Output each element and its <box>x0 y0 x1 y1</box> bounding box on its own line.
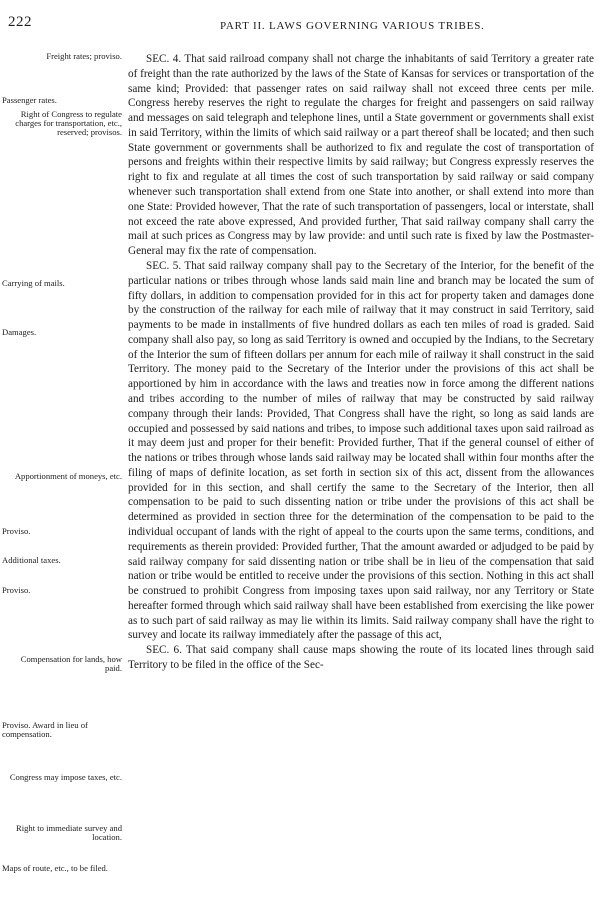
body-text <box>128 52 594 673</box>
margin-note: Apportionment of moneys, etc. <box>14 471 122 481</box>
margin-note: Additional taxes. <box>2 555 61 565</box>
margin-note: Damages. <box>2 327 37 337</box>
margin-note: Passenger rates. <box>2 95 57 105</box>
margin-note: Maps of route, etc., to be filed. <box>2 863 108 873</box>
margin-note: Carrying of mails. <box>2 278 65 288</box>
margin-note: Proviso. <box>2 585 31 595</box>
margin-note: Right of Congress to regulate charges for transportation, etc., reserved; provisos. <box>15 109 122 137</box>
margin-note: Proviso. <box>2 526 31 536</box>
page-number: 222 <box>8 14 32 30</box>
margin-note: Freight rates; proviso. <box>46 51 122 61</box>
section-5: SEC. 5. That said railway company shall pay to the Secretary of the Interior, for the benefit of the particular nations or tribes through whose lands said main line and branch may be located the sum of fifty dollars, in addition to compensation provided for in this act for property taken and damages done by the construction of the railway for each mile of railway that it may construct in said Territory, said payments to be made in installments of five hundred dollars as each ten miles of road is graded. Said company shall also pay, so long as said Territory is owned and occupied by the Indians, to the Secretary of the Interior the sum of fifteen dollars per annum for each mile of railway it shall construct in the said Territory. The money paid to the Secretary of the Interior under the provisions of this act shall be apportioned by him in accordance with the laws and treaties now in force among the different nations and tribes according to the number of miles of railway that may be constructed by said railway company through their lands: Provided, That Congress shall have the right, so long as said lands are occupied and possessed by said nations and tribes, to impose such additional taxes upon said railroad as it may deem just and proper for their benefit: Provided further, That if the general counsel of either of the nations or tribes through whose lands said railway may be located shall within four months after the filing of maps of definite location, as set forth in section six of this act, dissent from the allowances provided for in this section, and shall certify the same to the Secretary of the Interior, then all compensation to be paid to such dissenting nation or tribe under the provisions of this act shall be determined as provided in section three for the determination of the compensation to be paid to the individual occupant of lands with the right of appeal to the courts upon the same terms, conditions, and requirements as therein provided: Provided further, That the amount awarded or adjudged to be paid by said railway company for said dissenting nation or tribe shall be in lieu of the compensation that said nation or tribe would be entitled to receive under the provisions of this section. Nothing in this act shall be construed to prohibit Congress from imposing taxes upon said railway, nor any Territory or State hereafter formed through which said railway shall have been established from exercising the like power as to such part of said railway as may lie within its limits. Said railway company shall have the right to survey and locate its railway immediately after the passage of this act, <box>128 259 594 642</box>
section-4: SEC. 4. That said railroad company shall not charge the inhabitants of said Territory a greater rate of freight than the rate authorized by the laws of the State of Kansas for services or transportation of the same kind; Provided: that passenger rates on said railway shall not exceed three cents per mile. Congress hereby reserves the right to regulate the charges for freight and passengers on said railway and messages on said telegraph and telephone lines, until a State government or governments shall exist in said Territory, within the limits of which said railway or a part thereof shall be located; and then such State government or governments shall be authorized to fix and regulate the cost of transportation of persons and freights within their respective limits by said railway; but Congress expressly reserves the right to fix and regulate at all times the cost of such transportation by said railway or said company whenever such transportation shall extend from one State into another, or shall extend into more than one State: Provided however, That the rate of such transportation of passengers, local or interstate, shall not exceed the rate above expressed, And provided further, That said railway company shall carry the mail at such prices as Congress may by law provide: and until such rate is fixed by law the Postmaster-General may fix the rate of compensation. <box>128 53 594 258</box>
margin-note: Right to immediate survey and location. <box>16 823 122 842</box>
margin-note: Proviso. Award in lieu of compensation. <box>2 720 88 739</box>
margin-notes <box>2 0 124 910</box>
section-6: SEC. 6. That said company shall cause maps showing the route of its located lines through said Territory to be filed in the office of the Sec- <box>128 644 594 672</box>
running-head: PART II. LAWS GOVERNING VARIOUS TRIBES. <box>220 20 485 32</box>
margin-note: Congress may impose taxes, etc. <box>9 772 122 782</box>
margin-note: Compensation for lands, how paid. <box>20 654 122 673</box>
